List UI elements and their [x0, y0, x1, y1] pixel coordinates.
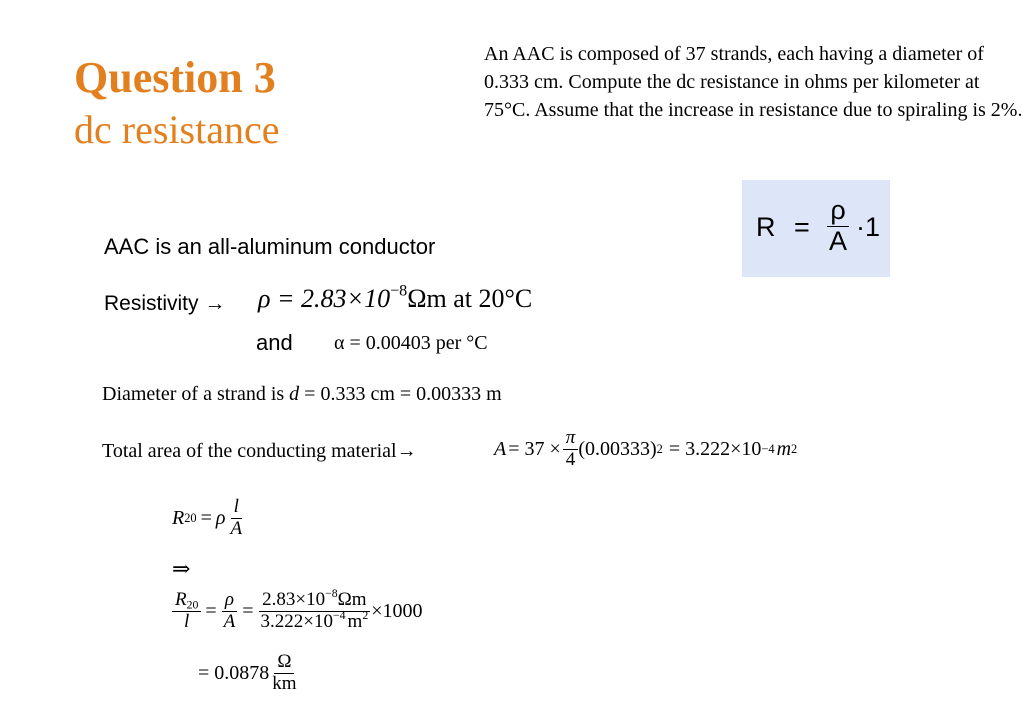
- formula-numerator: ρ: [827, 196, 848, 227]
- formula-lhs: R: [756, 212, 776, 242]
- arrow-right-icon: →: [204, 292, 226, 315]
- a-variable: A: [230, 517, 243, 539]
- diameter-value: = 0.333 cm = 0.00333 m: [304, 383, 502, 405]
- rho-numerator: ρ: [222, 590, 237, 612]
- resistivity-label: Resistivity: [104, 292, 199, 315]
- formula-fraction: [826, 196, 850, 256]
- four: 4: [565, 448, 576, 470]
- formula-factor: ·1: [856, 212, 881, 242]
- page-title: Question 3: [74, 53, 276, 102]
- l-variable: l: [231, 497, 242, 519]
- l-over-a: [228, 497, 246, 540]
- aac-definition: AAC is an all-aluminum conductor: [104, 234, 436, 259]
- area-mid: = 37 ×: [508, 437, 561, 460]
- value-denominator: $3.222\times 10^{-4}$ $m^2$: [260, 608, 369, 632]
- pi-over-four: [563, 428, 579, 471]
- resistivity-expression: [258, 284, 532, 314]
- area-unit: m: [776, 437, 792, 460]
- r20-over-l: [172, 590, 201, 633]
- rho-unit: Ωm at 20°C: [407, 284, 533, 313]
- eq-sign: =: [242, 599, 254, 622]
- eq-sign: =: [205, 599, 217, 622]
- r20-symbol: R: [172, 506, 185, 529]
- result-equation: [198, 652, 300, 695]
- rho-exponent: −8: [390, 282, 408, 300]
- diameter-line: [102, 383, 502, 406]
- times-1000: ×1000: [371, 599, 423, 622]
- r20-numerator: $R_{20}$: [172, 590, 201, 612]
- area-equation: A = 37 × $\frac{\pi}{4}$ (0.00333) 2 = 3.222×10 −4 m 2: [494, 427, 798, 470]
- area-label: Total area of the conducting material: [102, 440, 397, 462]
- area-lhs: A: [494, 437, 507, 460]
- result-value: = 0.0878: [198, 661, 270, 684]
- result-unit: [269, 652, 299, 695]
- rho-symbol: ρ: [215, 506, 226, 529]
- and-label: and: [256, 330, 293, 355]
- alpha-expression: α = 0.00403 per °C: [334, 332, 488, 354]
- pi-symbol: π: [563, 428, 579, 450]
- formula-box: [742, 180, 890, 277]
- eq-sign: =: [200, 506, 212, 529]
- area-label-group: [102, 440, 417, 463]
- diameter-prefix: Diameter of a strand is: [102, 383, 285, 405]
- page-subtitle: dc resistance: [74, 107, 280, 152]
- a-denominator: A: [223, 610, 236, 632]
- formula-denominator: A: [829, 225, 848, 256]
- arrow-right-icon: →: [396, 440, 417, 462]
- l-denominator: l: [184, 610, 190, 632]
- rho-over-a: [221, 590, 239, 633]
- r20-definition: R 20 = ρ $\frac{l}{A}$: [172, 497, 245, 540]
- result-denominator: km: [272, 672, 297, 694]
- problem-statement: An AAC is composed of 37 strands, each having a diameter of 0.333 cm. Compute the dc resistance in ohms per kilometer at 75°C. Assume that the increase in resistance due to spiraling is 2%.: [484, 43, 1023, 121]
- diameter-variable: d: [289, 383, 300, 405]
- rho-expression: ρ = 2.83×10: [258, 284, 391, 313]
- result-numerator: Ω: [274, 652, 294, 674]
- formula-equals: =: [794, 212, 810, 242]
- area-rhs: = 3.222×10: [668, 437, 762, 460]
- area-paren: (0.00333): [578, 437, 657, 460]
- implies-icon: ⇒: [172, 556, 191, 581]
- resistivity-label-group: [104, 292, 225, 316]
- r20-per-length-equation: [172, 586, 423, 633]
- value-fraction: [258, 586, 372, 633]
- value-numerator: $2.83\times 10^{-8}\Omega m$: [259, 590, 369, 612]
